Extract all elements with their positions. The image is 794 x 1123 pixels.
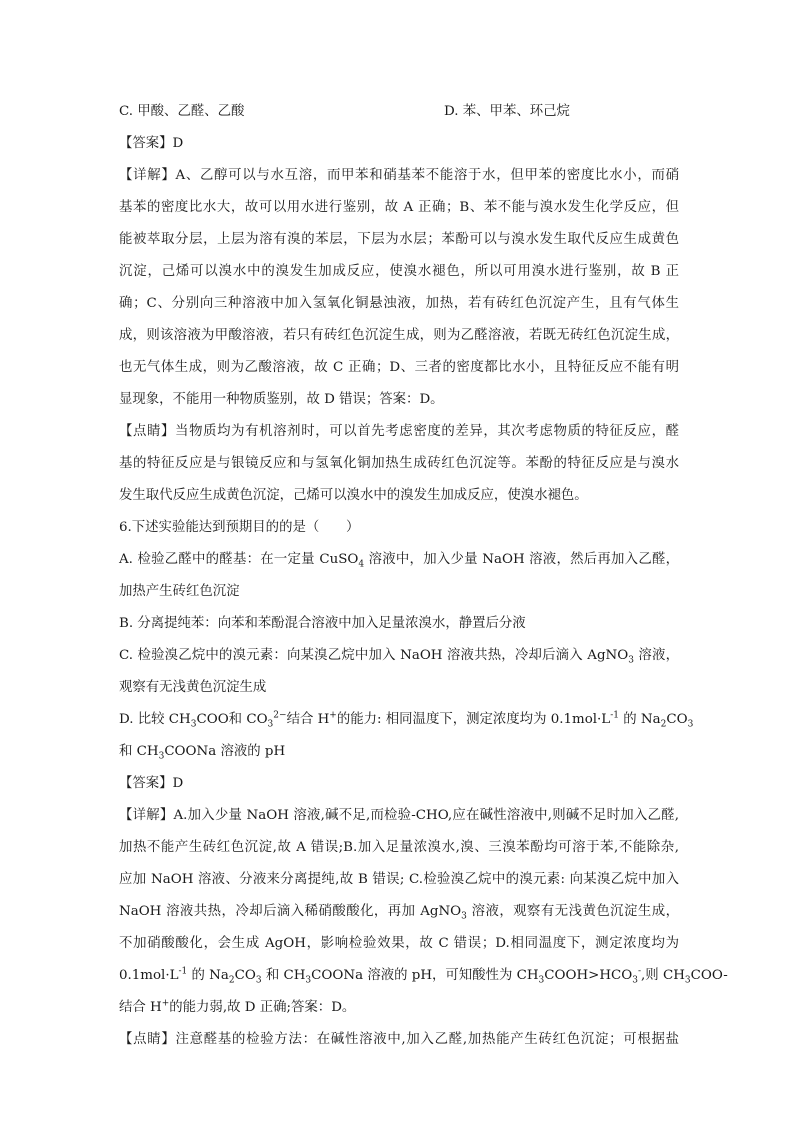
options-row bbox=[119, 96, 679, 128]
subscript: 2 bbox=[660, 719, 667, 730]
answer-label: 【答案】D bbox=[119, 136, 184, 151]
text: 结合 H bbox=[119, 1000, 162, 1015]
choice-d-line1 bbox=[119, 704, 694, 736]
text: ,则 CH bbox=[641, 968, 685, 983]
choice-a-line2: 加热产生砖红色沉淀 bbox=[119, 584, 240, 599]
text: COO- bbox=[690, 968, 728, 983]
superscript: -1 bbox=[610, 710, 619, 721]
subscript: 3 bbox=[461, 911, 467, 922]
subscript: 3 bbox=[267, 719, 274, 730]
text: D. 比较 CH bbox=[119, 712, 191, 727]
answer-label: 【答案】D bbox=[119, 776, 184, 791]
text: COO bbox=[196, 712, 229, 727]
text: 的 Na bbox=[187, 968, 229, 983]
document-page bbox=[119, 96, 728, 1056]
text: COOH>HCO bbox=[544, 968, 633, 983]
comment-line: 【点睛】当物质均为有机溶剂时，可以首先考虑密度的差异，其次考虑物质的特征反应，醛 bbox=[119, 424, 679, 439]
detail2-line bbox=[119, 896, 679, 928]
choice-a-line1 bbox=[119, 544, 679, 576]
detail2-line: 【详解】A.加入少量 NaOH 溶液,碱不足,而检验-CHO,应在碱性溶液中,则碱不足时加入乙醛, bbox=[119, 808, 679, 823]
option-c: C. 甲酸、乙醛、乙酸 bbox=[119, 104, 245, 119]
text: CO bbox=[234, 968, 256, 983]
detail-line: 成，则该溶液为甲酸溶液，若只有砖红色沉淀生成，则为乙醛溶液，若既无砖红色沉淀生成， bbox=[119, 328, 679, 343]
superscript: + bbox=[329, 710, 337, 721]
choice-d-line2 bbox=[119, 736, 679, 768]
detail2-line: 加热不能产生砖红色沉淀,故 A 错误;B.加入足量浓溴水,溴、三溴苯酚均可溶于苯,不能除杂, bbox=[119, 840, 679, 855]
text: NaOH 溶液共热，冷却后滴入稀硝酸酸化，再加 AgNO bbox=[119, 904, 462, 919]
subscript: 3 bbox=[538, 975, 545, 986]
detail2-line bbox=[119, 960, 728, 992]
choice-c-line1 bbox=[119, 640, 679, 672]
subscript: 4 bbox=[358, 559, 365, 570]
detail2-line: 不加硝酸酸化，会生成 AgOH，影响检验效果，故 C 错误；D.相同温度下，测定浓度均为 bbox=[119, 936, 679, 951]
detail-line: 也无气体生成，则为乙酸溶液，故 C 正确；D、三者的密度都比水小，且特征反应不能有明 bbox=[119, 360, 679, 375]
text: 的能力: 相同温度下，测定浓度均为 0.1mol·L bbox=[336, 712, 611, 727]
text: 溶液中，加入少量 NaOH 溶液，然后再加入乙醛， bbox=[364, 552, 680, 567]
text: 溶液，观察有无浅黄色沉淀生成， bbox=[466, 904, 679, 919]
detail2-line: 应加 NaOH 溶液、分液来分离提纯,故 B 错误; C.检验溴乙烷中的溴元素: 向某溴乙烷中加入 bbox=[119, 872, 679, 887]
subscript: 3 bbox=[305, 975, 312, 986]
subscript: 3 bbox=[687, 719, 694, 730]
text: 0.1mol·L bbox=[119, 968, 179, 983]
text: COONa 溶液的 pH bbox=[164, 744, 286, 759]
choice-b: B. 分离提纯苯：向苯和苯酚混合溶液中加入足量浓溴水，静置后分液 bbox=[119, 616, 526, 631]
text: 和 CH bbox=[119, 744, 159, 759]
choice-c-line2: 观察有无浅黄色沉淀生成 bbox=[119, 680, 267, 695]
option-d: D. 苯、甲苯、环己烷 bbox=[444, 104, 570, 119]
text: CO bbox=[666, 712, 688, 727]
superscript: + bbox=[161, 998, 170, 1009]
superscript: - bbox=[638, 966, 642, 977]
subscript: 3 bbox=[190, 719, 197, 730]
superscript: 2− bbox=[273, 710, 287, 721]
text: COONa 溶液的 pH，可知酸性为 CH bbox=[311, 968, 539, 983]
detail2-line bbox=[119, 992, 679, 1024]
text: 和 CH bbox=[261, 968, 306, 983]
subscript: 3 bbox=[158, 751, 165, 762]
text: 的 Na bbox=[618, 712, 661, 727]
text: 的能力弱,故 D 正确;答案：D。 bbox=[169, 1000, 356, 1015]
text: A. 检验乙醛中的醛基：在一定量 CuSO bbox=[119, 552, 359, 567]
comment-line: 基的特征反应是与银镜反应和与氢氧化铜加热生成砖红色沉淀等。苯酚的特征反应是与溴水 bbox=[119, 456, 679, 471]
subscript: 3 bbox=[632, 975, 638, 986]
subscript: 3 bbox=[628, 655, 634, 666]
detail-line: 能被萃取分层，上层为溶有溴的苯层，下层为水层；苯酚可以与溴水发生取代反应生成黄色 bbox=[119, 232, 679, 247]
comment-line: 发生取代反应生成黄色沉淀，己烯可以溴水中的溴发生加成反应，使溴水褪色。 bbox=[119, 488, 588, 503]
text: 结合 H bbox=[286, 712, 330, 727]
text: 和 CO bbox=[228, 712, 268, 727]
detail-line: 显现象，不能用一种物质鉴别，故 D 错误；答案：D。 bbox=[119, 392, 444, 407]
subscript: 3 bbox=[255, 975, 262, 986]
detail-line: 【详解】A、乙醇可以与水互溶，而甲苯和硝基苯不能溶于水，但甲苯的密度比水小，而硝 bbox=[119, 168, 679, 183]
detail-line: 基苯的密度比水大，故可以用水进行鉴别，故 A 正确；B、苯不能与溴水发生化学反应，但 bbox=[119, 200, 679, 215]
detail-line: 确；C、分别向三种溶液中加入氢氧化铜悬浊液，加热，若有砖红色沉淀产生，且有气体生 bbox=[119, 296, 679, 311]
comment-line: 【点睛】注意醛基的检验方法：在碱性溶液中,加入乙醛,加热能产生砖红色沉淀；可根据盐 bbox=[119, 1032, 679, 1047]
detail-line: 沉淀，己烯可以溴水中的溴发生加成反应，使溴水褪色，所以可用溴水进行鉴别，故 B 正 bbox=[119, 264, 679, 279]
subscript: 3 bbox=[684, 975, 691, 986]
subscript: 2 bbox=[228, 975, 235, 986]
text: 溶液， bbox=[633, 648, 679, 663]
text: C. 检验溴乙烷中的溴元素：向某溴乙烷中加入 NaOH 溶液共热，冷却后滴入 AgNO bbox=[119, 648, 629, 663]
superscript: -1 bbox=[178, 966, 188, 977]
question-stem: 6.下述实验能达到预期目的的是（ ） bbox=[119, 520, 360, 535]
